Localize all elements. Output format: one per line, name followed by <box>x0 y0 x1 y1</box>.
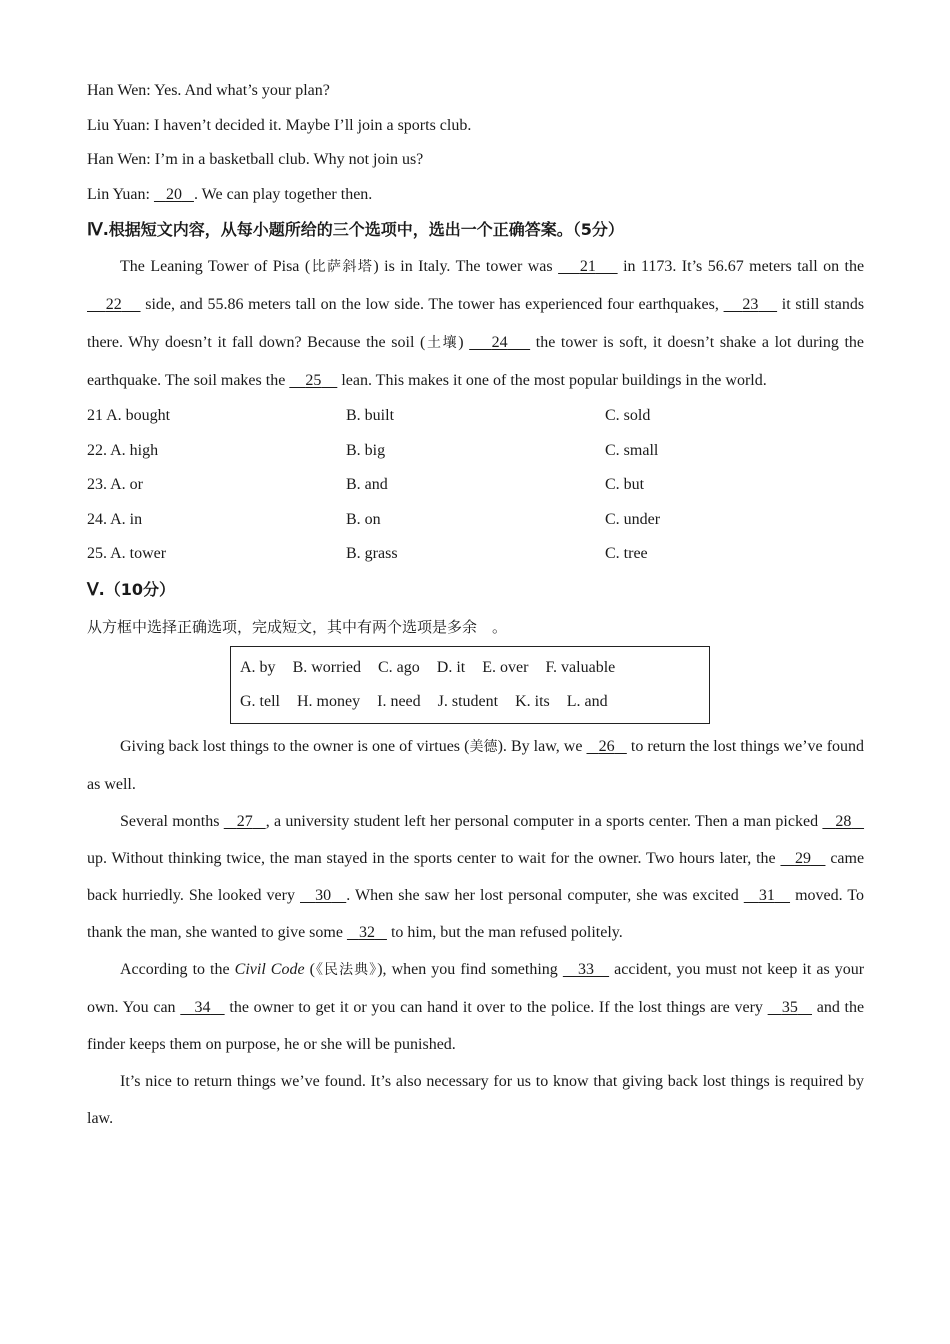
word-bank-row <box>240 651 700 686</box>
option-b[interactable]: B. grass <box>346 545 398 563</box>
blank-27[interactable]: 27 <box>236 812 253 830</box>
blank-26[interactable]: 26 <box>598 737 615 755</box>
question-row <box>87 434 864 469</box>
word-option: C. ago <box>378 658 420 676</box>
word-bank-box <box>230 646 710 724</box>
option-c[interactable]: C. under <box>605 510 661 528</box>
word-option: K. its <box>515 693 550 711</box>
word-option: B. worried <box>292 658 361 676</box>
option-a[interactable]: 23. A. or <box>87 476 143 494</box>
option-a[interactable]: 24. A. in <box>87 510 143 528</box>
blank-24[interactable]: 24 <box>491 333 508 351</box>
section-4-heading: Ⅳ.根据短文内容，从每小题所给的三个选项中，选出一个正确答案。（5分） <box>87 220 624 239</box>
word-option: I. need <box>377 693 421 711</box>
section-5-paragraph-1: Giving back lost things to the owner is one of virtues (美德). By law, we 26 to return the lost things we’ve found as well. <box>87 737 865 793</box>
option-c[interactable]: C. small <box>605 441 659 459</box>
section-5-instruction: 从方框中选择正确选项，完成短文，其中有两个选项是多余 。 <box>87 617 508 636</box>
option-c[interactable]: C. but <box>605 476 645 494</box>
word-bank-row <box>240 685 700 720</box>
blank-22[interactable]: 22 <box>105 296 122 314</box>
section-4-options <box>87 399 864 572</box>
word-option: G. tell <box>240 693 280 711</box>
word-option: H. money <box>297 693 361 711</box>
blank-21[interactable]: 21 <box>579 258 596 275</box>
option-b[interactable]: B. built <box>346 407 395 425</box>
question-row <box>87 468 864 503</box>
blank-30[interactable]: 30 <box>315 886 332 904</box>
blank-34[interactable]: 34 <box>194 998 211 1016</box>
speaker: Han Wen: <box>87 151 151 168</box>
option-a[interactable]: 25. A. tower <box>87 545 167 563</box>
question-row <box>87 503 864 538</box>
option-b[interactable]: B. and <box>346 476 388 494</box>
section-5-paragraph-4: It’s nice to return things we’ve found. It’s also necessary for us to know that giving back lost things is required by law. <box>87 1072 864 1127</box>
blank-28[interactable]: 28 <box>835 812 852 830</box>
option-a[interactable]: 22. A. high <box>87 441 159 459</box>
dialogue-line <box>87 74 864 109</box>
section-4-passage: The Leaning Tower of Pisa (比萨斜塔) is in Italy. The tower was 21 in 1173. It’s 56.67 meters tall on the 22 side, and 55.86 meters tall on the low side. The tower has experienced four earthquakes, 23 it still stands there. Why doesn’t it fall down? Because the soil (土壤) 24 the tower is soft, it doesn’t shake a lot during the earthquake. The soil makes the 25 lean. This makes it one of the most popular buildings in the world. <box>87 258 865 389</box>
blank-25[interactable]: 25 <box>305 371 322 389</box>
option-c[interactable]: C. tree <box>605 545 648 563</box>
speaker: Han Wen: <box>87 82 151 99</box>
option-b[interactable]: B. on <box>346 510 381 528</box>
blank-32[interactable]: 32 <box>358 923 375 941</box>
utterance: I haven’t decided it. Maybe I’ll join a sports club. <box>153 116 472 134</box>
blank-23[interactable]: 23 <box>742 296 759 314</box>
section-5-paragraph-3: According to the Civil Code (《民法典》), when you find something 33 accident, you must not keep it as your own. You can 34 the owner to get it or you can hand it over to the police. If the lost things are very 35 and the finder keeps them on purpose, he or she will be punished. <box>87 960 865 1053</box>
dialogue-line <box>87 143 864 178</box>
question-row <box>87 399 864 434</box>
blank-33[interactable]: 33 <box>577 960 594 978</box>
word-option: E. over <box>482 658 529 676</box>
word-option: L. and <box>566 693 608 711</box>
section-5-heading: Ⅴ.（10分） <box>87 579 175 599</box>
question-row <box>87 537 864 572</box>
utterance: Yes. And what’s your plan? <box>154 82 330 99</box>
dialogue-line <box>87 109 864 144</box>
dialogue <box>87 74 864 212</box>
dialogue-line <box>87 178 864 213</box>
utterance: . We can play together then. <box>193 185 373 203</box>
word-option: F. valuable <box>545 658 616 676</box>
exam-page <box>87 74 864 1137</box>
option-a[interactable]: 21 A. bought <box>87 407 171 425</box>
speaker: Liu Yuan: <box>87 116 150 134</box>
word-option: J. student <box>437 693 499 711</box>
blank-35[interactable]: 35 <box>781 998 798 1016</box>
word-option: D. it <box>436 658 466 676</box>
word-option: A. by <box>240 658 276 676</box>
option-b[interactable]: B. big <box>346 441 386 459</box>
utterance: I’m in a basketball club. Why not join us? <box>154 151 424 168</box>
blank-20[interactable]: 20 <box>165 185 182 203</box>
speaker: Lin Yuan: <box>87 185 150 203</box>
blank-31[interactable]: 31 <box>758 886 775 904</box>
section-5-paragraph-2: Several months 27 , a university student left her personal computer in a sports center. Then a man picked 28 up. Without thinking twice, the man stayed in the sports center to wait for the owner. Two hours later, the 29 came back hurriedly. She looked very 30 . When she saw her lost personal computer, she was excited 31 moved. To thank the man, she wanted to give some 32 to him, but the man refused politely. <box>87 812 865 941</box>
option-c[interactable]: C. sold <box>605 407 651 425</box>
blank-29[interactable]: 29 <box>794 849 811 867</box>
